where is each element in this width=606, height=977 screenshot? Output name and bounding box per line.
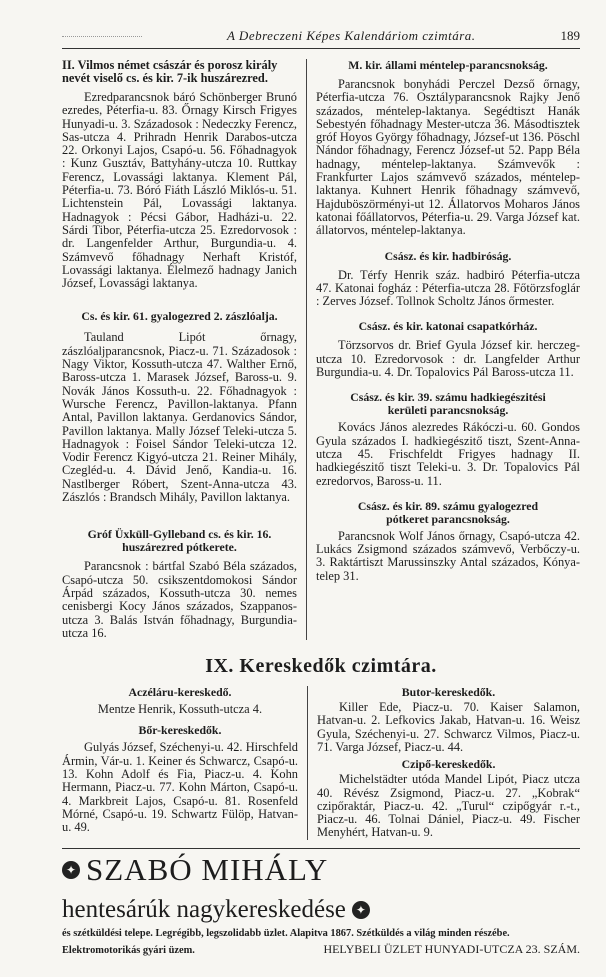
emblem-icon: ✦ <box>62 861 80 879</box>
trade-text: Michelstädter utóda Mandel Lipót, Piacz utcza 40. Révész Zsigmond, Piacz-u. 27. „Kobrak“ czipőraktár, Piacz-u. 42. „Turul“ czipőgyár r.-t., Piacz-u. 46. Tolnai Dániel, Piacz-u. 49. Fischer Menyhért, Hatvan-u. 9. <box>317 772 580 840</box>
section-heading: Cs. és kir. 61. gyalogezred 2. zászlóalja. <box>81 309 278 324</box>
advert <box>62 853 580 957</box>
section-heading: II. Vilmos német császár és porosz király nevét viselő cs. és kir. 7-ik huszárezred. <box>62 58 278 85</box>
running-header: A Debreczeni Képes Kalendáriom czimtára. <box>226 28 476 43</box>
advert-tagline: hentesárúk nagykereskedése <box>62 895 346 923</box>
trade-columns <box>62 686 580 840</box>
section-text: Parancsnok : bártfal Szabó Béla százados, Csapó-utcza 50. csikszentdomokosi Sándor Árpád százados, Kossuth-utcza 30. nemes cenisbergi Kocy János százados, Szappanos-utcza 3. Balás István főhadnagy, Burgundia-utcza 16. <box>62 559 297 640</box>
left-column <box>62 59 307 640</box>
section-text: Tauland Lipót őrnagy, zászlóaljparancsnok, Piacz-u. 71. Századosok : Nagy Viktor, Kossuth-utcza 47. Walther Ernő, Baross-utcza 1. Marasek József, Baross-u. 9. Novák János Kossuth-u. 22. Főhadnagyok : Wursche Ferencz, Pavillon-laktanya. Pfann Antal, Pavillon laktanya. Gerdanovics Sándor, Pavillon laktanya. Mally József Teleki-utcza 5. Hadnagyok : Foisel Sándor Teleki-utcza 12. Vodir Ferencz Kigyó-utcza 21. Reiner Mihály, Czegléd-u. 4. Dávid Jenő, Kandia-u. 16. Nastlberger Róbert, Szent-Anna-utcza 43. Zászlós : Brandsch Mihály, Pavillon laktanya. <box>62 330 297 505</box>
section-heading: Csász. és kir. 39. számu hadkiegészitési kerületi parancsnokság. <box>350 390 546 418</box>
page-number: 189 <box>560 28 580 43</box>
advert-line-2-left: Elektromotorikás gyári üzem. <box>62 944 195 956</box>
trade-heading: Bőr-kereskedők. <box>138 723 222 738</box>
advert-line-2 <box>62 942 580 957</box>
trade-heading: Czipő-kereskedők. <box>401 757 496 772</box>
section-heading: Csász. és kir. katonai csapatkórház. <box>358 319 538 334</box>
header-dots <box>62 36 142 37</box>
section-text: Dr. Térfy Henrik száz. hadbiró Péterfia-utcza 47. Katonai fogház : Péterfia-utcza 28. Főtörzsfoglár : Zerves József. Tollnok Scholtz János őrmester. <box>316 267 580 309</box>
right-column <box>307 59 580 583</box>
upper-columns <box>62 59 580 640</box>
emblem-icon: ✦ <box>352 901 370 919</box>
section-text: Kovács János alezredes Rákóczi-u. 60. Gondos Gyula százados I. hadkiegészitő tiszt, Szent-Anna-utcza 45. Frischfeldt Frigyes hadnagy II. hadkiegészitő tiszt Teleki-u. 3. Dr. Topalovics Pál ezredorvos, Baross-u. 11. <box>316 420 580 488</box>
left-trade-column <box>62 686 307 834</box>
trade-text: Killer Ede, Piacz-u. 70. Kaiser Salamon, Hatvan-u. 2. Lefkovics Jakab, Hatvan-u. 16. Weisz Gyula, Széchenyi-u. 27. Schwarcz Vilmos, Piacz-u. 71. Varga József, Piacz-u. 44. <box>317 700 580 754</box>
chapter-title: IX. Kereskedők czimtára. <box>205 655 437 678</box>
right-trade-column <box>307 686 580 840</box>
advert-line-1: és szétküldési telepe. Legrégibb, legszolidabb üzlet. Alapitva 1867. Szétküldés a világ minden részébe. <box>62 927 510 939</box>
section-text: Törzsorvos dr. Brief Gyula József kir. herczeg-utcza 10. Ezredorvosok : dr. Langfelder Arthur Burgundia-u. 4. Dr. Topalovics Pál Baross-utcza 11. <box>316 338 580 380</box>
section-text: Parancsnok bonyhádi Perczel Dezső őrnagy, Péterfia-utcza 76. Osztályparancsnok Rajky Jenő százados, méntelep-laktanya. Segédtiszt Hanák Sebestyén főhadnagy Mester-utcza 36. Másodtisztek gróf Hoyos György főhadnagy, József-ut 136. Pöschl Nándor főhadnagy, Ferencz József-ut 52. Papp Béla hadnagy, méntelep-laktanya. Számvevők : Frankfurter Lajos számvevő százados, méntelep-laktanya. Kuhnert Henrik főhadnagy számvevő, Hajduböszörményi-ut 12. Állatorvos Moharos János katonai főállatorvos, Péterfia-u. 29. Varga József kat. állatorvos, méntelep-laktanya. <box>316 77 580 238</box>
advert-title-row <box>62 853 580 927</box>
section-heading: Csász. és kir. hadbiróság. <box>384 248 512 263</box>
section-heading: Gróf Üxküll-Gylleband cs. és kir. 16. huszárezred pótkerete. <box>87 527 272 555</box>
advert-line-2-right: HELYBELI ÜZLET HUNYADI-UTCZA 23. SZÁM. <box>323 941 580 956</box>
trade-heading: Butor-kereskedők. <box>401 685 496 700</box>
trade-text: Gulyás József, Széchenyi-u. 42. Hirschfeld Ármin, Vár-u. 1. Keiner és Schwarcz, Csapó-u. 13. Kohn Adolf és Fia, Piacz-u. 4. Kohn Hermann, Piacz-u. 77. Kohn Márton, Csapó-u. 4. Markbreit Lajos, Csapó-u. 81. Rosenfeld Mórné, Csapó-u. 19. Schwartz Fülöp, Hatvan-u. 49. <box>62 740 298 835</box>
section-heading: Csász. és kir. 89. számu gyalogezred pótkeret parancsnokság. <box>357 498 539 526</box>
section-heading: M. kir. állami méntelep-parancsnokság. <box>348 58 548 72</box>
advert-rule <box>62 848 580 849</box>
section-text: Ezredparancsnok báró Schönberger Brunó ezredes, Péterfia-u. 83. Őrnagy Kirsch Frigyes Hunyadi-u. 3. Századosok : Nedeczky Ferencz, Sas-utcza 4. Prihradn Henrik Darabos-utcza 22. Orkonyi Lajos, Csapó-u. 56. Főhadnagyok : Kunz Gusztáv, Battyhány-utcza 10. Ruttkay Ferencz, Lovassági laktanya. Klement Pál, Péterfia-u. 73. Bóró Fiáth László Miklós-u. 51. Lichtenstein Pál, Lovassági laktanya. Hadnagyok : Pécsi Gábor, Hadházi-u. 22. Sárdi Tibor, Péterfia-utcza 25. Ezredorvosok : dr. Langenfelder Arthur, Burgundia-u. 4. Számvevő főhadnagy Nerhaft Kristóf, Lovassági laktanya. Élelmező hadnagy Janich József, Lovassági laktanya. <box>62 90 297 291</box>
trade-heading: Aczéláru-kereskedő. <box>128 685 232 700</box>
header <box>62 28 580 49</box>
section-text: Parancsnok Wolf János őrnagy, Csapó-utcza 42. Lukács Zsigmond százados számvevő, Verbőczy-u. 3. Raktártiszt Marussinszky Antal százados, Kónya-telep 31. <box>316 528 580 583</box>
advert-name: SZABÓ MIHÁLY <box>86 851 329 887</box>
trade-text: Mentze Henrik, Kossuth-utcza 4. <box>97 702 263 717</box>
